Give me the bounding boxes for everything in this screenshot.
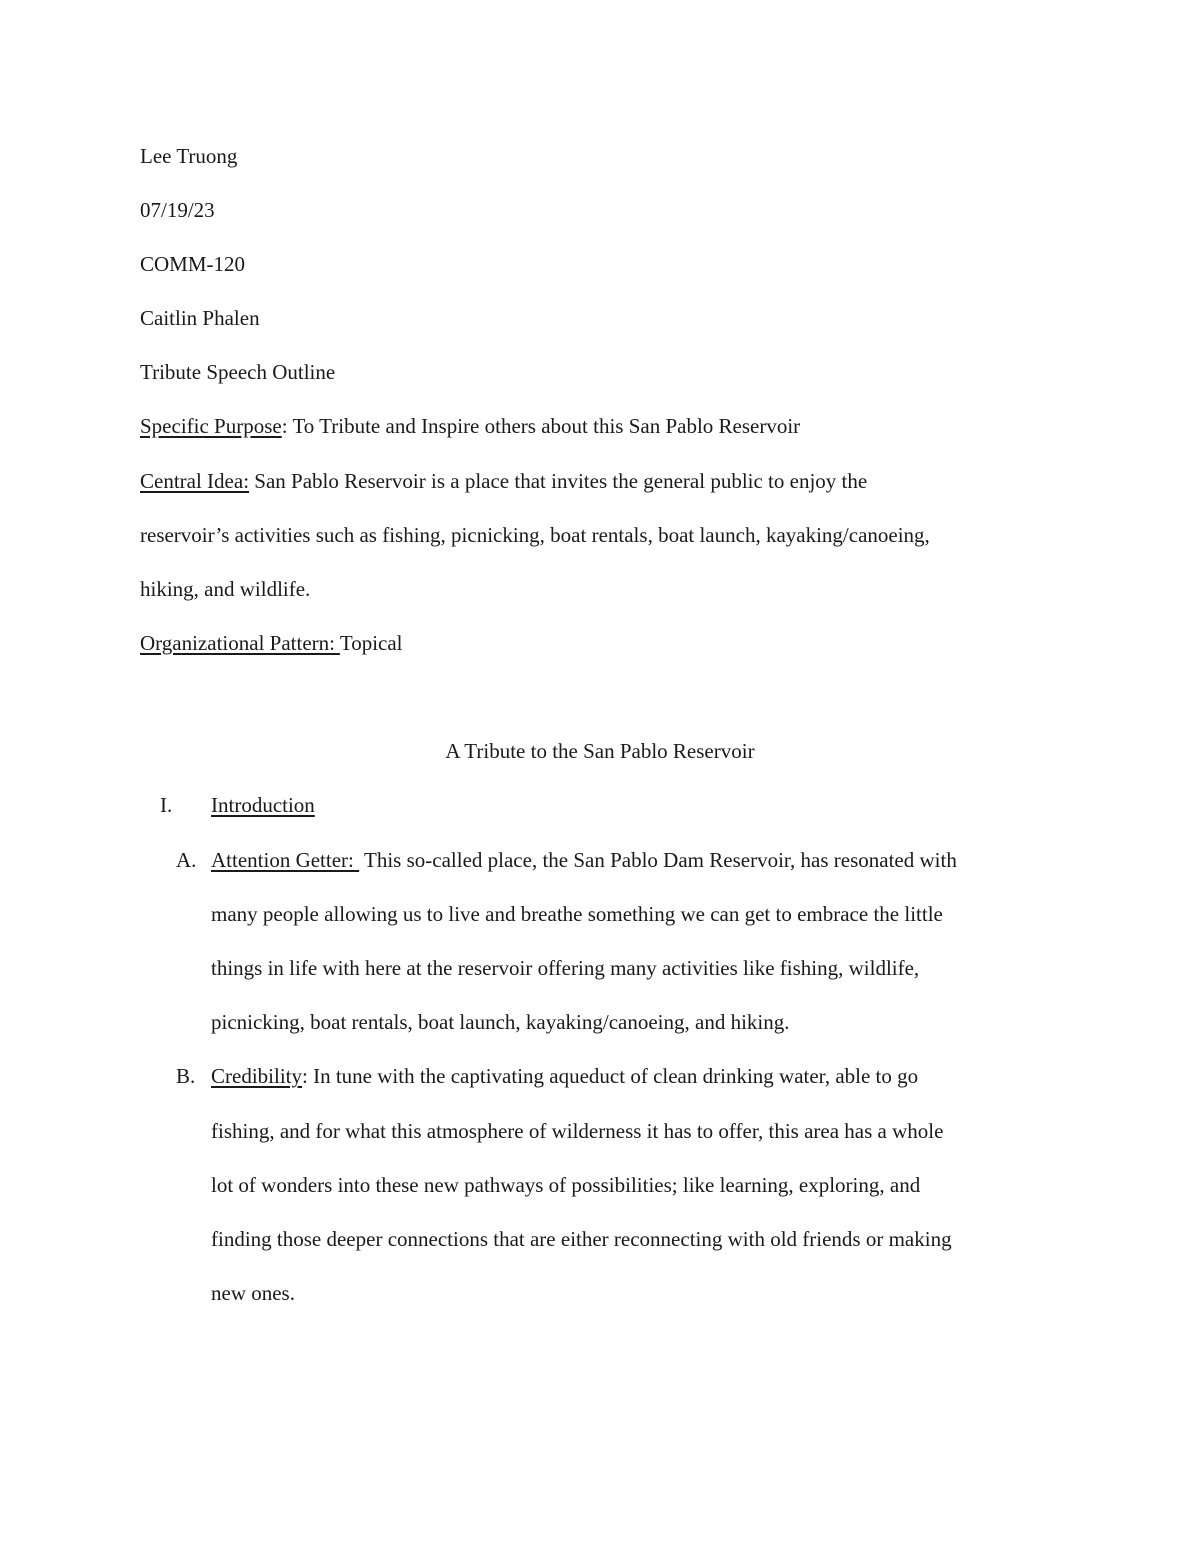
instructor-name: Caitlin Phalen — [140, 306, 260, 330]
section-numeral: I. — [160, 793, 173, 817]
central-idea-text-3: hiking, and wildlife. — [140, 577, 311, 601]
point-a-label: Attention Getter: — [211, 848, 360, 872]
point-b-letter: B. — [176, 1064, 196, 1088]
organizational-pattern-label: Organizational Pattern: — [140, 631, 340, 655]
specific-purpose-label: Specific Purpose — [140, 414, 282, 438]
point-b-text-3: lot of wonders into these new pathways of possibilities; like learning, exploring, and — [211, 1173, 921, 1197]
central-idea-text-1: San Pablo Reservoir is a place that invites the general public to enjoy the — [249, 469, 868, 493]
point-b-text-5: new ones. — [211, 1281, 295, 1305]
author-name: Lee Truong — [140, 144, 238, 168]
date: 07/19/23 — [140, 198, 215, 222]
point-a — [211, 846, 957, 874]
organizational-pattern — [140, 629, 403, 657]
point-a-text-1: This so-called place, the San Pablo Dam Reservoir, has resonated with — [359, 848, 957, 872]
course-code: COMM-120 — [140, 252, 246, 276]
outline-title: A Tribute to the San Pablo Reservoir — [445, 739, 755, 763]
point-a-text-4: picnicking, boat rentals, boat launch, kayaking/canoeing, and hiking. — [211, 1010, 790, 1034]
point-b-text-4: finding those deeper connections that are either reconnecting with old friends or making — [211, 1227, 952, 1251]
organizational-pattern-value: Topical — [339, 631, 403, 655]
section-heading: Introduction — [211, 793, 315, 817]
point-a-text-3: things in life with here at the reservoir offering many activities like fishing, wildlife, — [211, 956, 920, 980]
point-a-text-2: many people allowing us to live and breathe something we can get to embrace the little — [211, 902, 943, 926]
point-a-letter: A. — [176, 848, 197, 872]
point-b-label: Credibility — [211, 1064, 302, 1088]
point-b-text-2: fishing, and for what this atmosphere of wilderness it has to offer, this area has a whole — [211, 1119, 944, 1143]
assignment-title: Tribute Speech Outline — [140, 360, 336, 384]
central-idea-text-2: reservoir’s activities such as fishing, picnicking, boat rentals, boat launch, kayaking/canoeing, — [140, 523, 930, 547]
central-idea — [140, 467, 867, 495]
point-b — [211, 1062, 918, 1090]
central-idea-label: Central Idea: — [140, 469, 250, 493]
point-b-text-1: : In tune with the captivating aqueduct of clean drinking water, able to go — [302, 1064, 919, 1088]
specific-purpose-text: : To Tribute and Inspire others about this San Pablo Reservoir — [281, 414, 801, 438]
specific-purpose — [140, 412, 800, 440]
